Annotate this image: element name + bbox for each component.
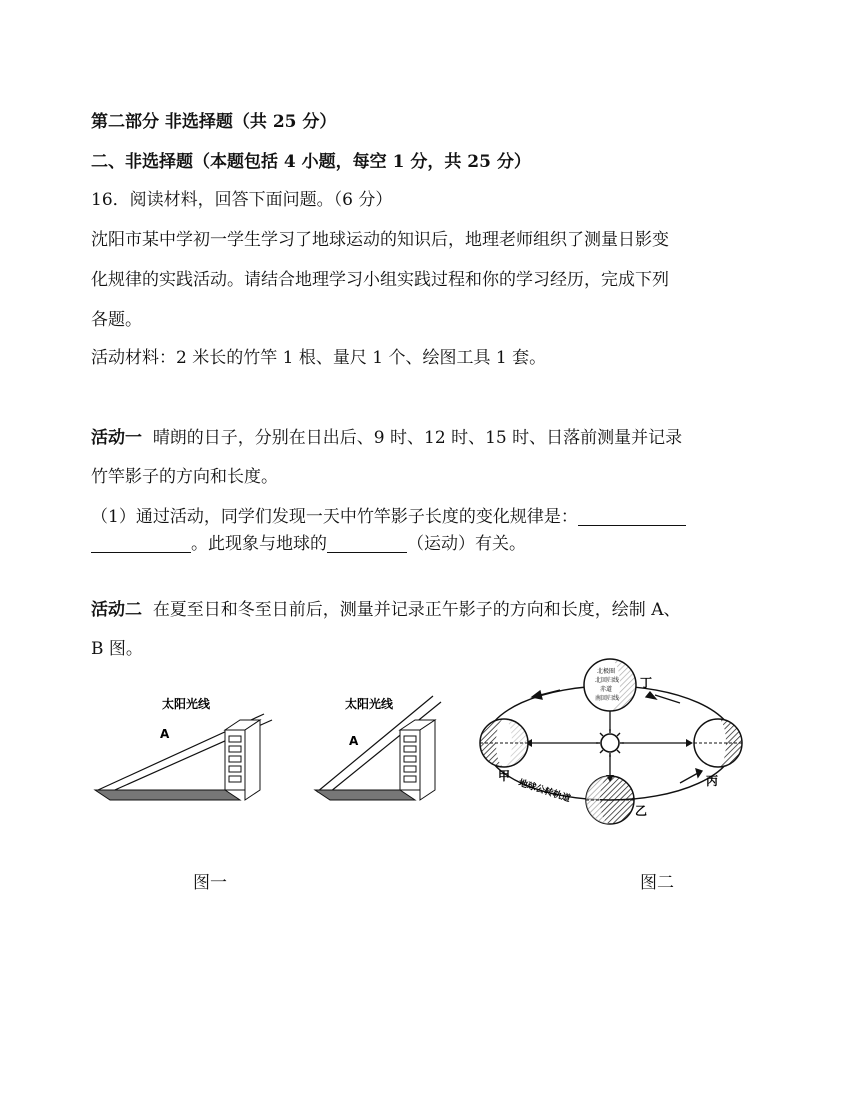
globe-yi <box>586 776 634 824</box>
globe-text-2: 北回归线 <box>595 677 620 684</box>
sun-ray-label-a: 太阳光线 <box>162 697 211 711</box>
figure2-caption: 图二 <box>640 873 674 893</box>
shadow-diagram-b <box>315 696 441 800</box>
building-side <box>420 720 435 800</box>
globe-text-4: 南回归线 <box>595 695 620 702</box>
globe-jia <box>480 719 528 767</box>
globe-text-3: 赤道 <box>600 686 613 693</box>
activity1-text-1: 晴朗的日子，分别在日出后、9 时、12 时、15 时、日落前测量并记录 <box>152 428 683 448</box>
activity1-label: 活动一 <box>91 428 142 448</box>
shadow-area <box>95 790 240 800</box>
label-ding: 丁 <box>640 676 653 690</box>
label-jia: 甲 <box>498 769 511 783</box>
materials-line: 活动材料：2 米长的竹竿 1 根、量尺 1 个、绘图工具 1 套。 <box>91 348 547 368</box>
part-title: 第二部分 非选择题（共 25 分） <box>91 112 337 132</box>
activity2-line-1 <box>91 595 681 620</box>
building-side <box>245 720 260 800</box>
figure2-earth-revolution <box>470 655 760 830</box>
orbit-label: 地球公转轨道 <box>517 778 572 805</box>
shadow-area <box>315 790 415 800</box>
sun-ray-label-b: 太阳光线 <box>345 697 394 711</box>
building-front <box>225 730 245 790</box>
activity2-text-1: 在夏至日和冬至日前后，测量并记录正午影子的方向和长度，绘制 A、 <box>152 600 681 620</box>
intro-line-2: 化规律的实践活动。请结合地理学习小组实践过程和你的学习经历，完成下列 <box>91 270 669 290</box>
activity1-line-2: 竹竿影子的方向和长度。 <box>91 467 278 487</box>
answer-blank-1-continued[interactable] <box>91 534 191 553</box>
activity1-line-1 <box>91 423 682 448</box>
globe-text-1: 北极圈 <box>597 668 616 675</box>
answer-blank-1[interactable] <box>578 507 686 526</box>
activity2-line-2: B 图。 <box>91 639 143 659</box>
globe-ding <box>584 659 636 711</box>
section-subtitle: 二、非选择题（本题包括 4 小题，每空 1 分，共 25 分） <box>91 152 531 172</box>
figure1-caption: 图一 <box>193 873 227 893</box>
question-number: 16．阅读材料，回答下面问题。（6 分） <box>91 190 393 210</box>
q1-text-b: 。此现象与地球的 <box>191 534 327 554</box>
q1-text-c: （运动）有关。 <box>407 534 526 554</box>
point-a-label-2: A <box>349 734 359 748</box>
q1-line-1 <box>91 502 686 527</box>
shadow-diagram-a <box>95 696 272 800</box>
activity2-label: 活动二 <box>91 600 142 620</box>
q1-text-a: （1）通过活动，同学们发现一天中竹竿影子长度的变化规律是： <box>91 507 578 527</box>
label-bing: 丙 <box>706 774 719 788</box>
q1-line-2 <box>91 529 526 554</box>
answer-blank-2[interactable] <box>327 534 407 553</box>
figure1-shadow-diagrams <box>90 690 470 815</box>
label-yi: 乙 <box>635 804 648 818</box>
intro-line-1: 沈阳市某中学初一学生学习了地球运动的知识后，地理老师组织了测量日影变 <box>91 230 669 250</box>
building-front <box>400 730 420 790</box>
globe-bing <box>694 719 742 767</box>
sun-icon <box>596 729 624 757</box>
point-a-label-1: A <box>160 727 170 741</box>
intro-line-3: 各题。 <box>91 310 142 330</box>
